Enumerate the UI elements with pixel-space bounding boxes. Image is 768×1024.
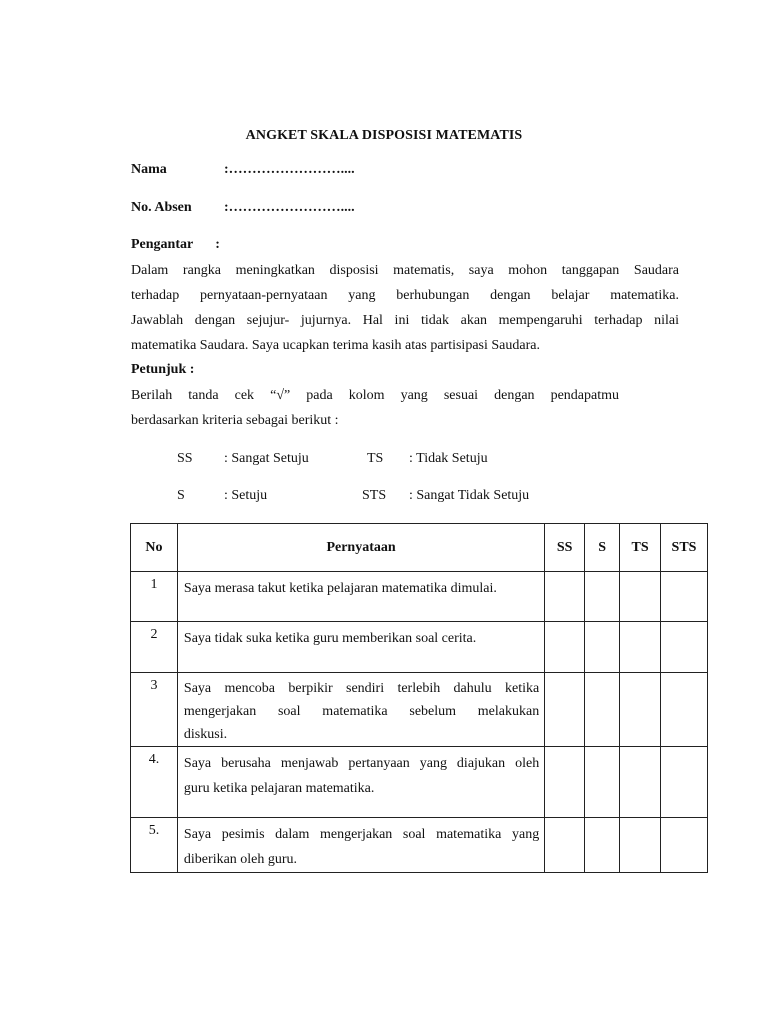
table-row	[131, 747, 708, 818]
header-statement: Pernyataan	[177, 524, 544, 572]
answer-cell-sts[interactable]	[661, 747, 708, 818]
answer-cell-s[interactable]	[585, 572, 620, 622]
statement-line: Saya merasa takut ketika pelajaran matematika dimulai.	[183, 581, 497, 596]
answer-cell-s[interactable]	[585, 622, 620, 673]
statement-line: mengerjakan soal matematika sebelum melakukan	[183, 704, 540, 719]
name-field	[131, 162, 355, 178]
row-statement	[177, 572, 544, 622]
legend-code-ss: SS	[177, 451, 193, 466]
legend-desc-sts: : Sangat Tidak Setuju	[409, 488, 530, 503]
intro-line: matematika Saudara. Saya ucapkan terima kasih atas partisipasi Saudara.	[131, 338, 540, 353]
survey-table	[130, 523, 708, 873]
legend-desc-ts: : Tidak Setuju	[409, 451, 488, 466]
header-s: S	[585, 524, 620, 572]
intro-line: Dalam rangka meningkatkan disposisi matematis, saya mohon tanggapan Saudara	[131, 263, 679, 278]
attendance-number-label: No. Absen	[131, 200, 192, 215]
name-value: :……………………....	[224, 162, 355, 177]
answer-cell-sts[interactable]	[661, 572, 708, 622]
row-statement	[177, 747, 544, 818]
name-label: Nama	[131, 162, 167, 177]
statement-line: Saya pesimis dalam mengerjakan soal matematika yang	[183, 827, 540, 842]
table-row	[131, 622, 708, 673]
legend-code-s: S	[177, 488, 185, 503]
instructions-heading: Petunjuk :	[131, 362, 195, 377]
answer-cell-ss[interactable]	[545, 673, 585, 747]
row-number: 1	[131, 572, 178, 622]
answer-cell-ts[interactable]	[620, 747, 661, 818]
instructions-line: berdasarkan kriteria sebagai berikut :	[131, 413, 339, 428]
row-statement	[177, 818, 544, 873]
answer-cell-ts[interactable]	[620, 572, 661, 622]
header-sts: STS	[661, 524, 708, 572]
header-ts: TS	[620, 524, 661, 572]
answer-cell-sts[interactable]	[661, 818, 708, 873]
document-title: ANGKET SKALA DISPOSISI MATEMATIS	[245, 128, 523, 143]
answer-cell-sts[interactable]	[661, 622, 708, 673]
legend-code-ts: TS	[367, 451, 384, 466]
intro-heading	[131, 237, 220, 253]
statement-line: Saya berusaha menjawab pertanyaan yang diajukan oleh	[183, 756, 540, 771]
intro-paragraph	[131, 258, 679, 358]
attendance-number-field	[131, 200, 355, 216]
statement-line: diskusi.	[183, 727, 228, 742]
row-number: 2	[131, 622, 178, 673]
attendance-number-value: :……………………....	[224, 200, 355, 215]
table-header-row	[131, 524, 708, 572]
answer-cell-ss[interactable]	[545, 747, 585, 818]
statement-line: Saya mencoba berpikir sendiri terlebih dahulu ketika	[183, 681, 540, 696]
answer-cell-ts[interactable]	[620, 818, 661, 873]
answer-cell-s[interactable]	[585, 818, 620, 873]
answer-cell-s[interactable]	[585, 673, 620, 747]
statement-line: guru ketika pelajaran matematika.	[183, 781, 375, 796]
answer-cell-ss[interactable]	[545, 572, 585, 622]
row-number: 3	[131, 673, 178, 747]
answer-cell-ts[interactable]	[620, 622, 661, 673]
table-row	[131, 818, 708, 873]
row-statement	[177, 622, 544, 673]
intro-heading-text: Pengantar	[131, 237, 194, 252]
intro-line: terhadap pernyataan-pernyataan yang berhubungan dengan belajar matematika.	[131, 288, 679, 303]
answer-cell-ss[interactable]	[545, 622, 585, 673]
legend-desc-ss: : Sangat Setuju	[224, 451, 309, 466]
legend-desc-s: : Setuju	[224, 488, 268, 503]
statement-line: Saya tidak suka ketika guru memberikan soal cerita.	[183, 631, 477, 646]
table-row	[131, 673, 708, 747]
intro-line: Jawablah dengan sejujur- jujurnya. Hal ini tidak akan mempengaruhi terhadap nilai	[131, 313, 679, 328]
row-number: 5.	[131, 818, 178, 873]
header-ss: SS	[545, 524, 585, 572]
row-number: 4.	[131, 747, 178, 818]
table-row	[131, 572, 708, 622]
instructions-paragraph	[131, 383, 619, 433]
answer-cell-ss[interactable]	[545, 818, 585, 873]
row-statement	[177, 673, 544, 747]
instructions-line: Berilah tanda cek “√” pada kolom yang sesuai dengan pendapatmu	[131, 388, 619, 403]
statement-line: diberikan oleh guru.	[183, 852, 298, 867]
answer-cell-s[interactable]	[585, 747, 620, 818]
header-no: No	[131, 524, 178, 572]
intro-heading-colon: :	[215, 237, 220, 252]
legend-code-sts: STS	[362, 488, 387, 503]
answer-cell-sts[interactable]	[661, 673, 708, 747]
answer-cell-ts[interactable]	[620, 673, 661, 747]
